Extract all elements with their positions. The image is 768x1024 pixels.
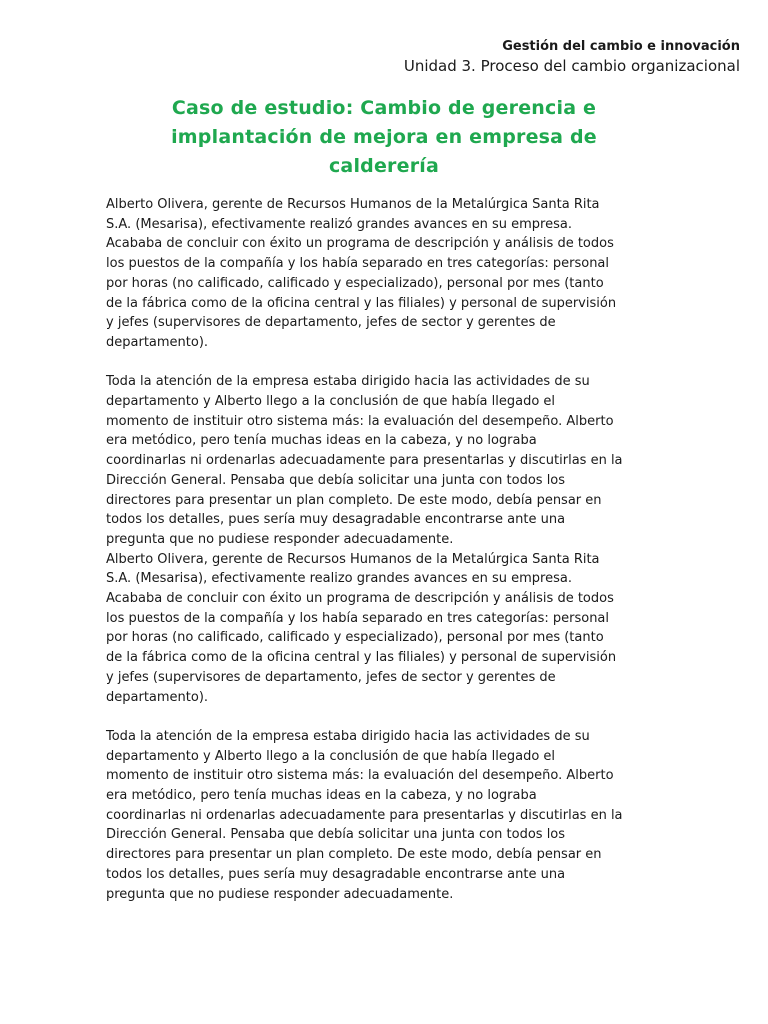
unit-title: Unidad 3. Proceso del cambio organizacional bbox=[403, 57, 740, 75]
paragraph-3: Alberto Olivera, gerente de Recursos Humanos de la Metalúrgica Santa Rita S.A. (Mesarisa), efectivamente realizo grandes avances en su empresa. Acababa de concluir con éxito un programa de descripción y análisis de todos los puestos de la compañía y los había separado en tres categorías: personal por horas (no calificado, calificado y especializado), personal por mes (tanto de la fábrica como de la oficina central y las filiales) y personal de supervisión y jefes (supervisores de departamento, jefes de sector y gerentes de departamento). bbox=[106, 551, 617, 705]
paragraph-gap bbox=[106, 353, 662, 373]
document-body bbox=[106, 195, 662, 904]
paragraph-2: Toda la atención de la empresa estaba dirigido hacia las actividades de su departamento y Alberto llego a la conclusión de que había llegado el momento de instituir otro sistema más: la evaluación del desempeño. Alberto era metódico, pero tenía muchas ideas en la cabeza, y no lograba coordinarlas ni ordenarlas adecuadamente para presentarlas y discutirlas en la Dirección General. Pensaba que debía solicitar una junta con todos los directores para presentar un plan completo. De este modo, debía pensar en todos los detalles, pues sería muy desagradable encontrarse ante una pregunta que no pudiese responder adecuadamente. bbox=[106, 374, 623, 547]
paragraph-1: Alberto Olivera, gerente de Recursos Humanos de la Metalúrgica Santa Rita S.A. (Mesarisa), efectivamente realizó grandes avances en su empresa. Acababa de concluir con éxito un programa de descripción y análisis de todos los puestos de la compañía y los había separado en tres categorías: personal por horas (no calificado, calificado y especializado), personal por mes (tanto de la fábrica como de la oficina central y las filiales) y personal de supervisión y jefes (supervisores de departamento, jefes de sector y gerentes de departamento). bbox=[106, 197, 617, 350]
paragraph-gap bbox=[106, 707, 662, 727]
page-header bbox=[404, 38, 740, 76]
case-study-title: Caso de estudio: Cambio de gerencia e implantación de mejora en empresa de calderería bbox=[171, 97, 597, 177]
paragraph-4: Toda la atención de la empresa estaba dirigido hacia las actividades de su departamento y Alberto llego a la conclusión de que había llegado el momento de instituir otro sistema más: la evaluación del desempeño. Alberto era metódico, pero tenía muchas ideas en la cabeza, y no lograba coordinarlas ni ordenarlas adecuadamente para presentarlas y discutirlas en la Dirección General. Pensaba que debía solicitar una junta con todos los directores para presentar un plan completo. De este modo, debía pensar en todos los detalles, pues sería muy desagradable encontrarse ante una pregunta que no pudiese responder adecuadamente. bbox=[106, 728, 623, 902]
course-title: Gestión del cambio e innovación bbox=[502, 39, 740, 54]
